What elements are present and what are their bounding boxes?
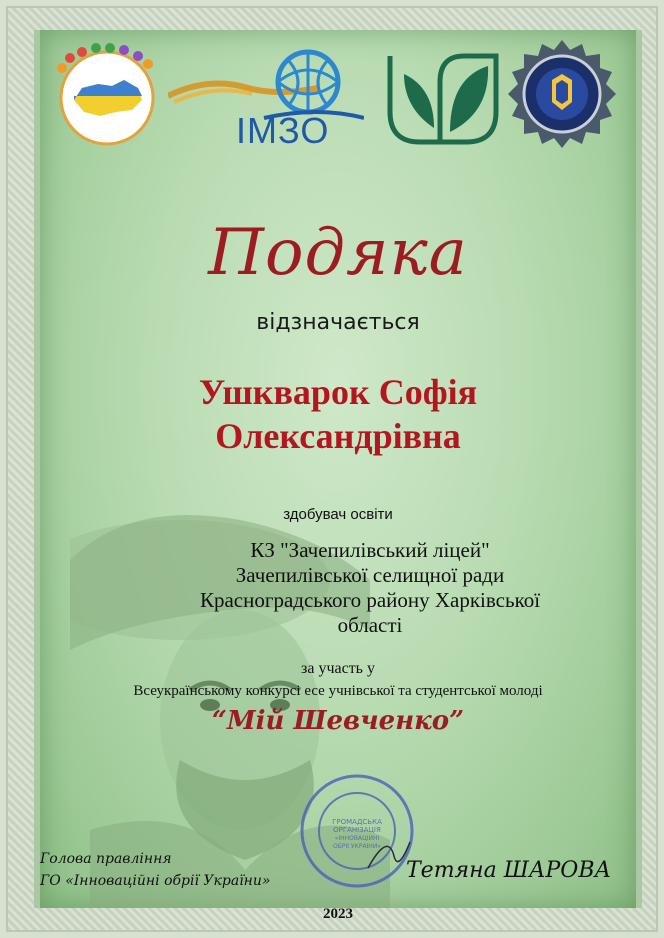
- certificate-title: Подяка: [208, 216, 468, 290]
- svg-text:ОРГАНІЗАЦІЯ: ОРГАНІЗАЦІЯ: [333, 826, 381, 834]
- svg-text:ОБРІЇ УКРАЇНИ»: ОБРІЇ УКРАЇНИ»: [333, 843, 381, 850]
- university-seal-icon: [508, 40, 616, 148]
- recipient-name-line2: Олександрівна: [215, 416, 461, 456]
- signer-name: Тетяна ШАРОВА: [406, 858, 612, 883]
- head-position: [40, 848, 300, 892]
- school-line2: Зачепилівської селищної ради: [235, 563, 505, 587]
- school-name: [160, 538, 580, 638]
- svg-text:«ІННОВАЦІЙНІ: «ІННОВАЦІЙНІ: [334, 835, 380, 842]
- school-line1: КЗ "Зачепилівський ліцей": [250, 538, 490, 562]
- recipient-name-line1: Ушкварок Софія: [198, 372, 478, 412]
- participation-label: за участь у: [301, 660, 375, 677]
- certificate-paper: [34, 30, 642, 922]
- head-position-line2: ГО «Інноваційні обрії України»: [40, 873, 271, 889]
- school-line3: Красноградського району Харківської: [199, 588, 541, 612]
- organization-stamp-icon: [298, 772, 416, 890]
- leaf-logo-icon: [384, 48, 502, 148]
- svg-text:ГРОМАДСЬКА: ГРОМАДСЬКА: [332, 818, 382, 826]
- head-position-line1: Голова правління: [40, 851, 172, 867]
- school-line4: області: [337, 613, 403, 637]
- org-logo-icon: [52, 40, 162, 150]
- imzo-logo-text: ІМЗО: [236, 110, 330, 151]
- recipient-name: [40, 370, 636, 458]
- certificate-subtitle: відзначається: [256, 310, 420, 335]
- essay-title: “Мій Шевченко”: [211, 706, 465, 736]
- certificate-year: 2023: [323, 906, 353, 922]
- competition-name: Всеукраїнському конкурсі есе учнівської та студентської молоді: [133, 683, 543, 699]
- recipient-role: здобувач освіти: [283, 506, 393, 523]
